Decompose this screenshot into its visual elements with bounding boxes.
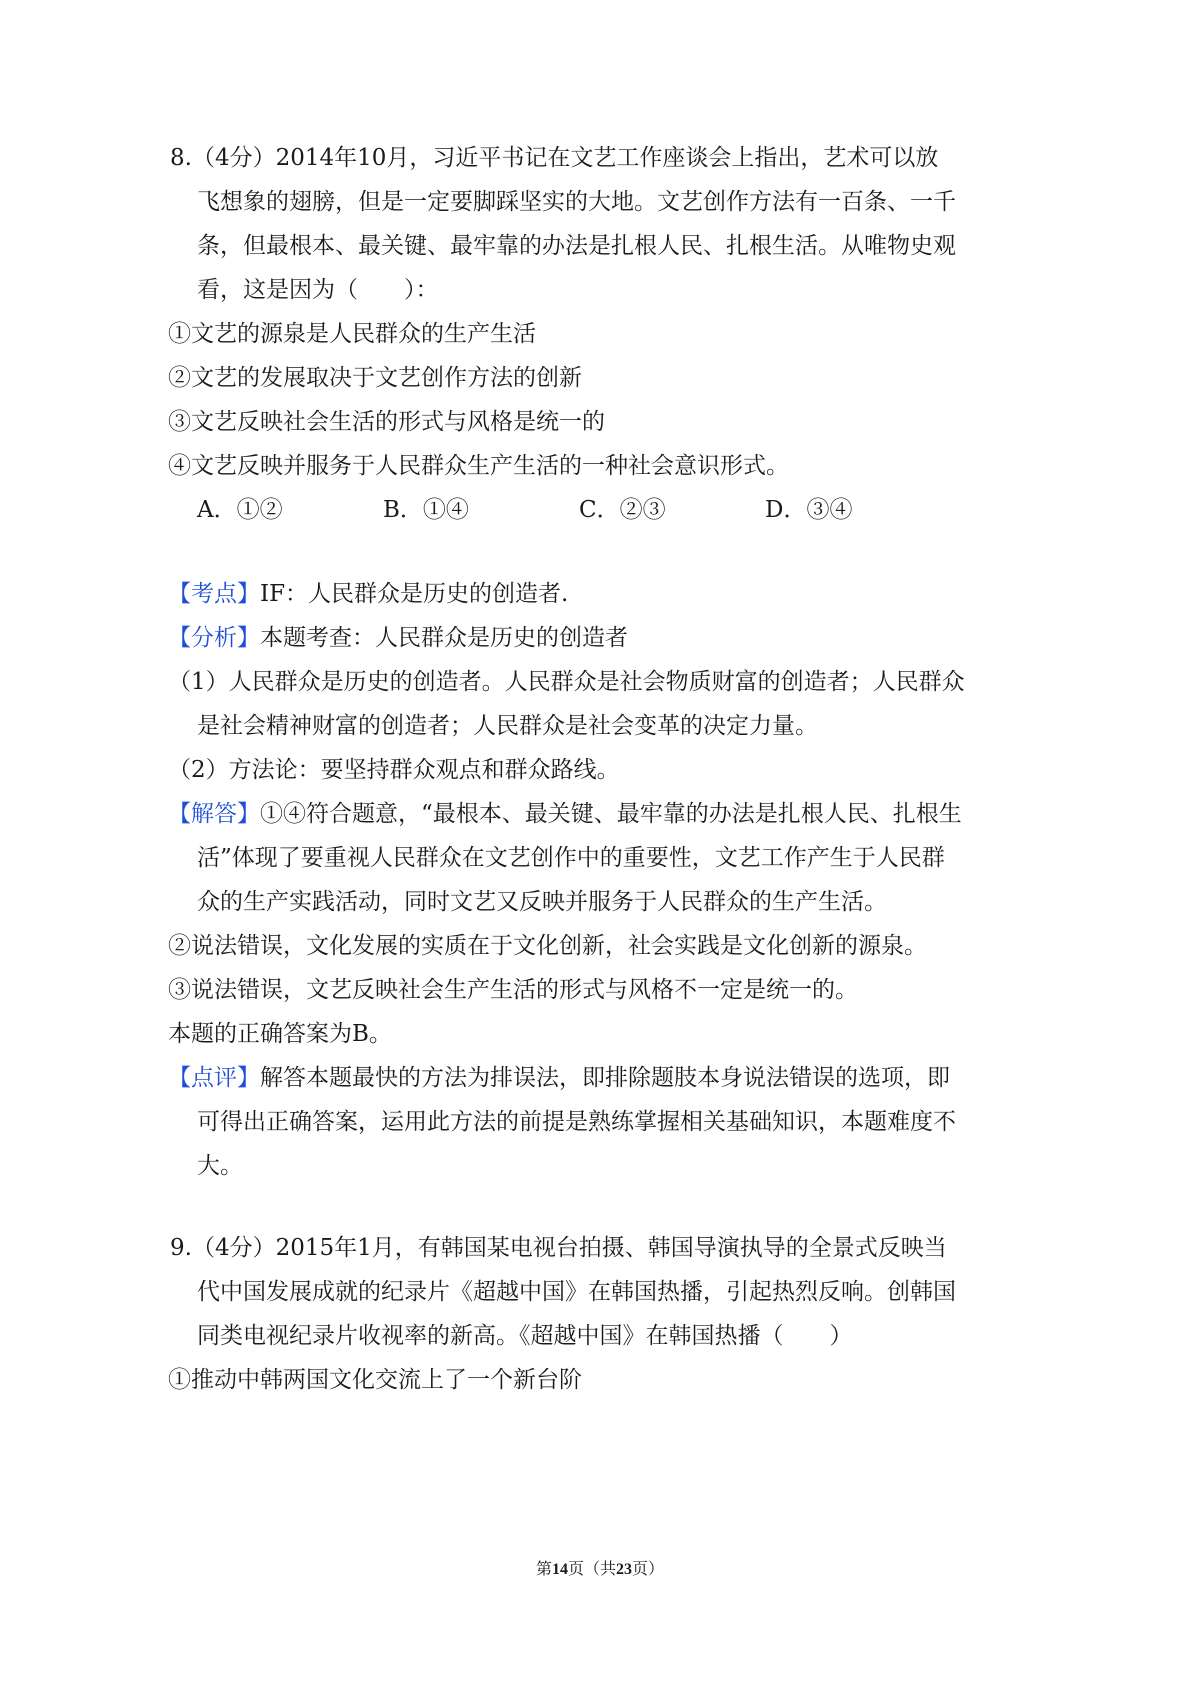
fenxi-text: 本题考查：人民群众是历史的创造者 — [260, 625, 628, 651]
q8-item-2: ②文艺的发展取决于文艺创作方法的创新 — [168, 365, 582, 391]
point1-line-1: （1）人民群众是历史的创造者。人民群众是社会物质财富的创造者；人民群众 — [168, 669, 965, 695]
q9-stem-line-1: 9.（4分）2015年1月，有韩国某电视台拍摄、韩国导演执导的全景式反映当 — [170, 1235, 947, 1261]
jieda-tag: 【解答】 — [168, 801, 260, 827]
jieda-line-2: 活”体现了要重视人民群众在文艺创作中的重要性，文艺工作产生于人民群 — [197, 845, 945, 871]
kaodian-line — [168, 579, 568, 609]
q8-option-c: C．②③ — [579, 497, 666, 523]
jieda-text-1: ①④符合题意，“最根本、最关键、最牢靠的办法是扎根人民、扎根生 — [260, 801, 962, 827]
q8-item-4: ④文艺反映并服务于人民群众生产生活的一种社会意识形式。 — [168, 453, 789, 479]
wrong-2-line: ②说法错误，文化发展的实质在于文化创新，社会实践是文化创新的源泉。 — [168, 933, 927, 959]
kaodian-tag: 【考点】 — [168, 581, 260, 607]
page-footer — [0, 1558, 1200, 1581]
dianping-tag: 【点评】 — [168, 1065, 260, 1091]
dianping-line-1 — [168, 1063, 950, 1093]
kaodian-text: IF：人民群众是历史的创造者. — [260, 581, 569, 607]
fenxi-tag: 【分析】 — [168, 625, 260, 651]
q8-item-1: ①文艺的源泉是人民群众的生产生活 — [168, 321, 536, 347]
q8-item-3: ③文艺反映社会生活的形式与风格是统一的 — [168, 409, 605, 435]
q8-option-b: B．①④ — [383, 497, 469, 523]
q8-stem-line-1: 8.（4分）2014年10月，习近平书记在文艺工作座谈会上指出，艺术可以放 — [170, 145, 939, 171]
q9-item-1: ①推动中韩两国文化交流上了一个新台阶 — [168, 1367, 582, 1393]
footer-prefix: 第 — [535, 1559, 552, 1578]
q9-stem-line-2: 代中国发展成就的纪录片《超越中国》在韩国热播，引起热烈反响。创韩国 — [197, 1279, 956, 1305]
q8-stem-line-3: 条，但最根本、最关键、最牢靠的办法是扎根人民、扎根生活。从唯物史观 — [197, 233, 956, 259]
footer-middle: 页（共 — [567, 1559, 616, 1578]
dianping-line-2: 可得出正确答案，运用此方法的前提是熟练掌握相关基础知识，本题难度不 — [197, 1109, 956, 1135]
jieda-line-1 — [168, 799, 962, 829]
dianping-text-1: 解答本题最快的方法为排误法，即排除题肢本身说法错误的选项，即 — [260, 1065, 950, 1091]
q8-option-d: D．③④ — [765, 497, 853, 523]
footer-suffix: 页） — [632, 1559, 665, 1578]
dianping-line-3: 大。 — [197, 1153, 243, 1179]
wrong-3-line: ③说法错误，文艺反映社会生产生活的形式与风格不一定是统一的。 — [168, 977, 858, 1003]
q9-stem-line-3: 同类电视纪录片收视率的新高。《超越中国》在韩国热播（ ） — [197, 1323, 853, 1349]
q8-stem-line-4: 看，这是因为（ ）： — [197, 277, 439, 303]
point2-line: （2）方法论：要坚持群众观点和群众路线。 — [168, 757, 620, 783]
answer-line: 本题的正确答案为B。 — [168, 1021, 392, 1047]
fenxi-line — [168, 623, 628, 653]
footer-page-number: 14 — [551, 1561, 568, 1578]
jieda-line-3: 众的生产实践活动，同时文艺又反映并服务于人民群众的生产生活。 — [197, 889, 887, 915]
point1-line-2: 是社会精神财富的创造者；人民群众是社会变革的决定力量。 — [197, 713, 818, 739]
footer-total-pages: 23 — [616, 1561, 632, 1578]
q8-option-a: A．①② — [197, 497, 283, 523]
q8-stem-line-2: 飞想象的翅膀，但是一定要脚踩坚实的大地。文艺创作方法有一百条、一千 — [197, 189, 956, 215]
